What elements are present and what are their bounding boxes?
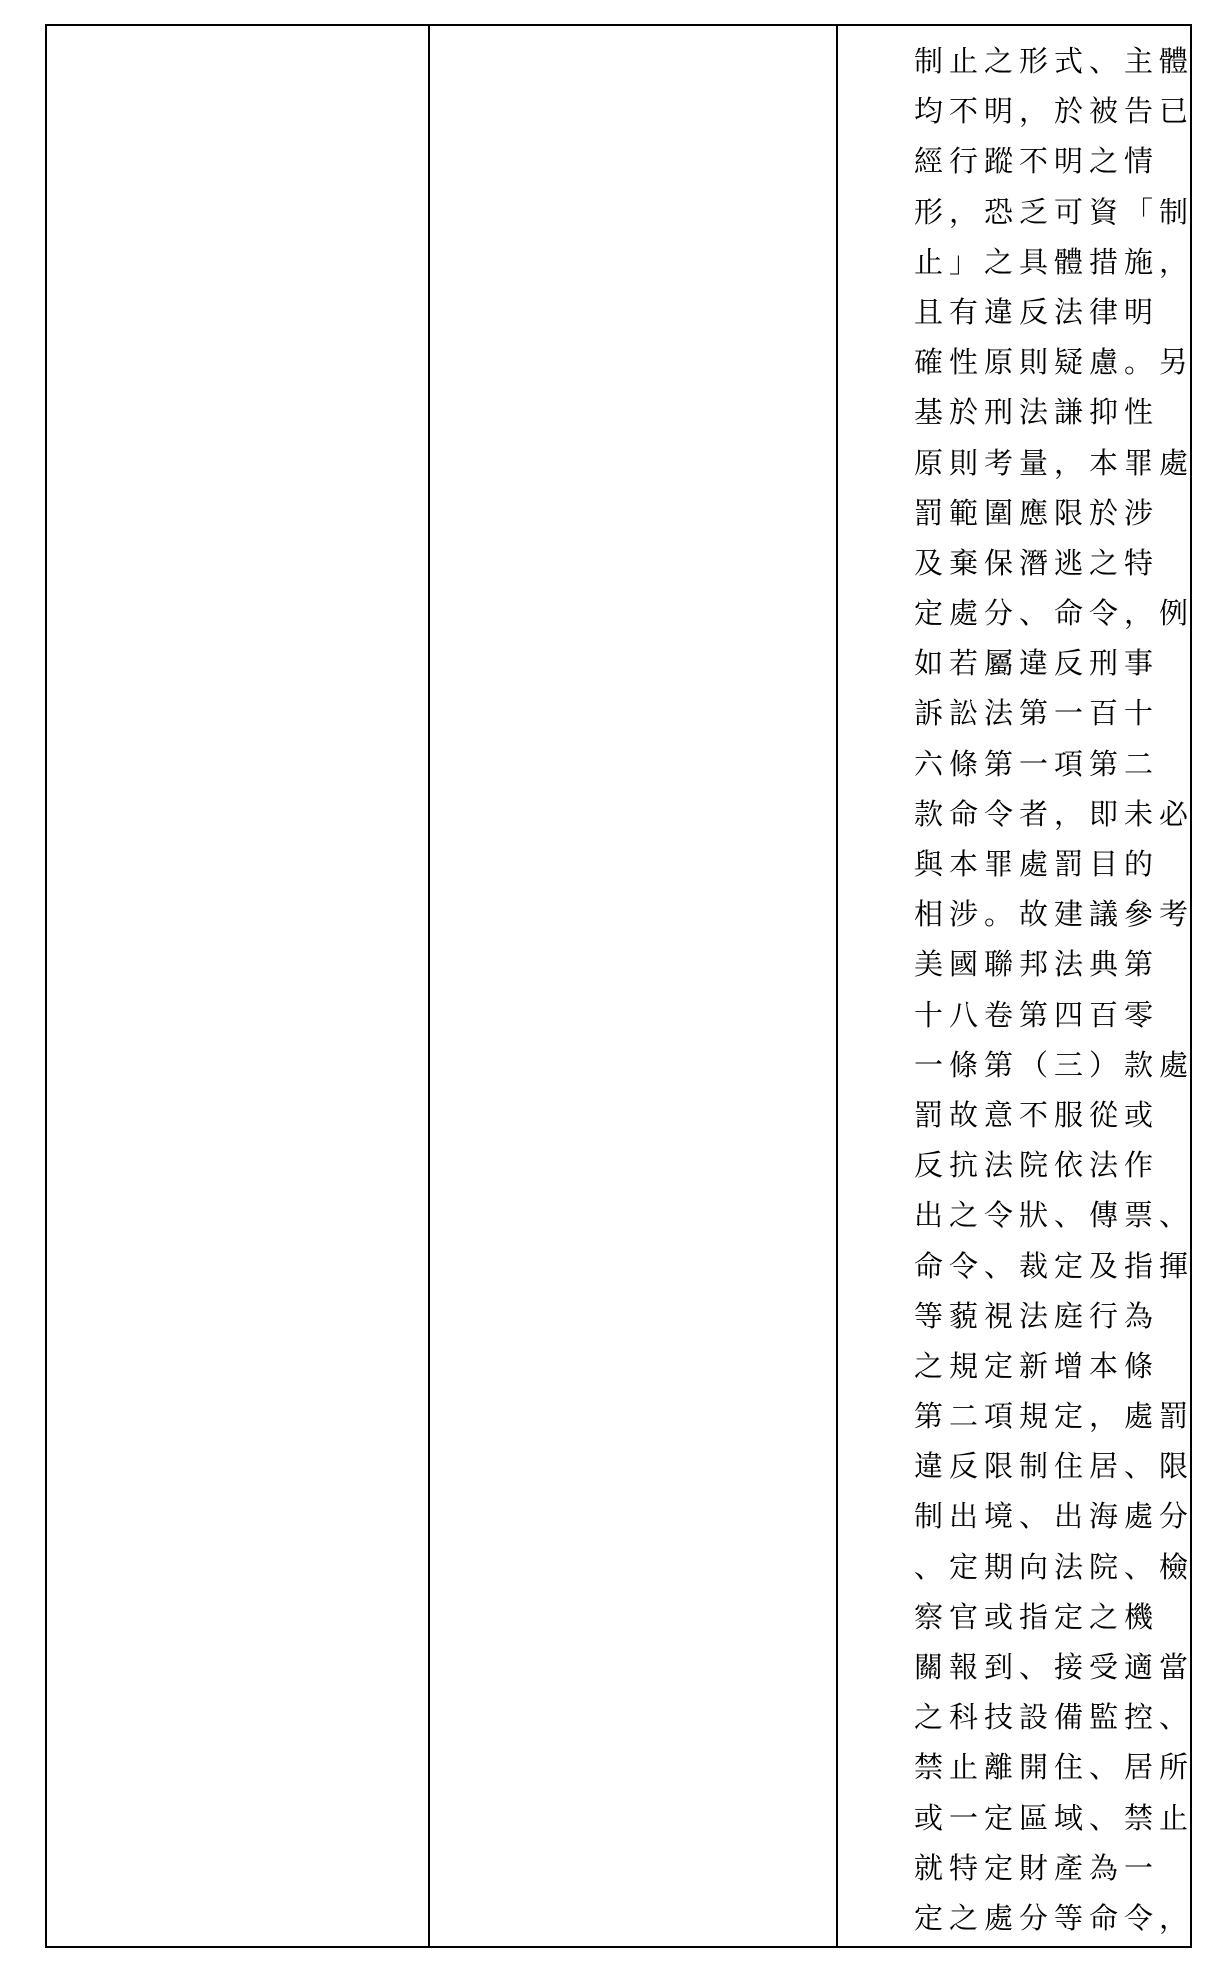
text-line: 美國聯邦法典第	[914, 947, 1160, 982]
text-line: 訴訟法第一百十	[914, 696, 1160, 731]
text-line: 六條第一項第二	[914, 746, 1160, 781]
table-row	[46, 25, 1191, 1947]
text-line: 形，恐乏可資「制	[914, 194, 1195, 229]
text-line: 定之處分等命令，	[914, 1900, 1195, 1935]
table-cell-column-1	[46, 25, 429, 1947]
text-line: 相涉。故建議參考	[914, 897, 1195, 932]
text-line: 與本罪處罰目的	[914, 847, 1160, 881]
table-cell-explanation	[837, 25, 1195, 1947]
text-line: 反抗法院依法作	[914, 1148, 1160, 1183]
text-line: 命令、裁定及指揮	[914, 1248, 1195, 1283]
text-line: 定處分、命令，例	[914, 596, 1195, 631]
text-line: 基於刑法謙抑性	[914, 395, 1160, 430]
table-cell-column-2	[429, 25, 837, 1947]
text-line: 確性原則疑慮。另	[914, 345, 1195, 380]
text-line: 之科技設備監控、	[914, 1700, 1195, 1735]
text-line: 察官或指定之機	[914, 1599, 1160, 1634]
text-line: 均不明，於被告已	[914, 94, 1195, 129]
text-line: 或一定區域、禁止	[914, 1800, 1195, 1835]
text-line: 之規定新增本條	[914, 1348, 1160, 1383]
text-line: 十八卷第四百零	[914, 997, 1160, 1032]
text-line: 違反限制住居、限	[914, 1449, 1195, 1484]
text-line: 如若屬違反刑事	[914, 646, 1160, 681]
comparison-table	[45, 24, 1195, 1948]
text-line: 款命令者，即未必	[914, 796, 1195, 831]
text-line: 且有違反法律明	[914, 294, 1160, 329]
text-line: 制止之形式、主體	[914, 44, 1195, 78]
text-line: 禁止離開住、居所	[914, 1750, 1195, 1785]
text-line: 一條第（三）款處	[914, 1047, 1195, 1082]
text-line: 、定期向法院、檢	[914, 1549, 1195, 1584]
text-line: 罰範圍應限於涉	[914, 495, 1160, 530]
text-line: 第二項規定，處罰	[914, 1399, 1195, 1434]
text-line: 制出境、出海處分	[914, 1499, 1195, 1534]
text-line: 經行蹤不明之情	[914, 144, 1160, 179]
text-line: 罰故意不服從或	[914, 1097, 1160, 1132]
text-line: 關報到、接受適當	[914, 1650, 1195, 1684]
text-line: 等藐視法庭行為	[914, 1298, 1160, 1333]
text-line: 止」之具體措施，	[914, 244, 1195, 279]
text-line: 出之令狀、傳票、	[914, 1198, 1195, 1233]
text-line: 原則考量，本罪處	[914, 445, 1195, 480]
text-line: 就特定財產為一	[914, 1850, 1160, 1885]
text-line: 及棄保潛逃之特	[914, 545, 1160, 580]
explanation-text	[838, 26, 1195, 1943]
